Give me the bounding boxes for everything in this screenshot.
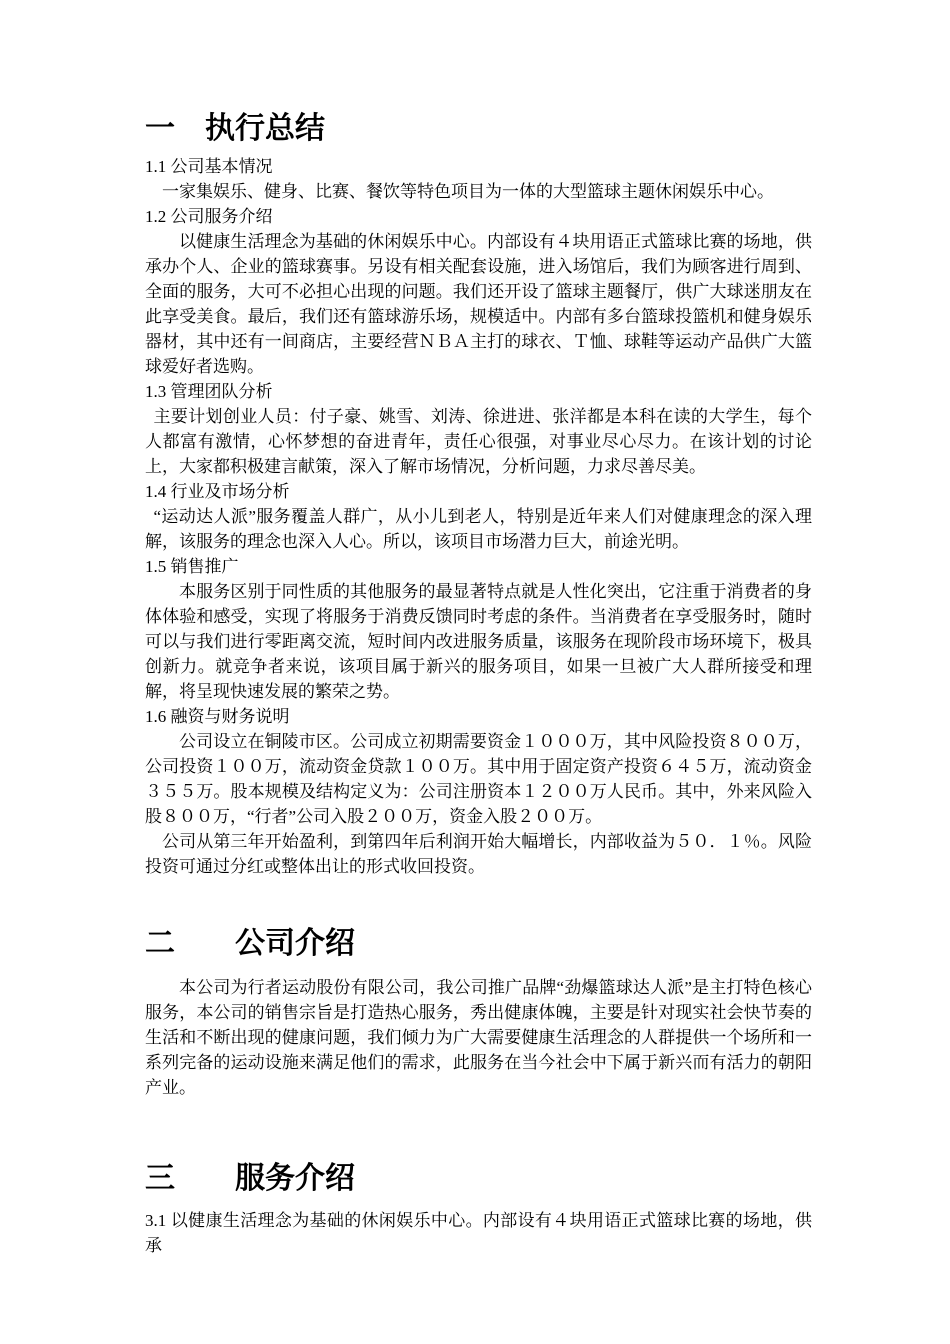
section-1-6-body: 公司设立在铜陵市区。公司成立初期需要资金１０００万，其中风险投资８００万，公司投资１００万，流动资金贷款１００万。其中用于固定资产投资６４５万，流动资金３５５万。股本规模及结构定义为：公司注册资本１２００万人民币。其中，外来风险入股８００万，“行者”公司入股２００万，资金入股２００万。 — [145, 732, 812, 826]
section-1-3-label: 1.3 管理团队分析 — [145, 382, 273, 401]
section-2-body: 本公司为行者运动股份有限公司，我公司推广品牌“劲爆篮球达人派”是主打特色核心服务，本公司的销售宗旨是打造热心服务，秀出健康体魄，主要是针对现实社会快节奏的生活和不断出现的健康问题，我们倾力为广大需要健康生活理念的人群提供一个场所和一系列完备的运动设施来满足他们的需求，此服务在当今社会中下属于新兴而有活力的朝阳产业。 — [145, 978, 812, 1097]
section-1-1-body: 一家集娱乐、健身、比赛、餐饮等特色项目为一体的大型篮球主题休闲娱乐中心。 — [162, 182, 774, 201]
section-1-3-body: 主要计划创业人员：付子豪、姚雪、刘涛、徐进进、张洋都是本科在读的大学生，每个人都富有激情，心怀梦想的奋进青年，责任心很强，对事业尽心尽力。在该计划的讨论上，大家都积极建言献策，深入了解市场情况，分析问题，力求尽善尽美。 — [145, 407, 812, 476]
section-1-5-body: 本服务区别于同性质的其他服务的最显著特点就是人性化突出，它注重于消费者的身体体验和感受，实现了将服务于消费反馈同时考虑的条件。当消费者在享受服务时，随时可以与我们进行零距离交流，短时间内改进服务质量，该服务在现阶段市场环境下，极具创新力。就竞争者来说，该项目属于新兴的服务项目，如果一旦被广大人群所接受和理解，将呈现快速发展的繁荣之势。 — [145, 582, 812, 701]
section-1-heading: 一 执行总结 — [145, 112, 325, 145]
section-1-6-label: 1.6 融资与财务说明 — [145, 707, 290, 726]
section-1-2-body: 以健康生活理念为基础的休闲娱乐中心。内部设有４块用语正式篮球比赛的场地，供承办个人、企业的篮球赛事。另设有相关配套设施，进入场馆后，我们为顾客进行周到、全面的服务，大可不必担心出现的问题。我们还开设了篮球主题餐厅，供广大球迷朋友在此享受美食。最后，我们还有篮球游乐场，规模适中。内部有多台篮球投篮机和健身娱乐器材，其中还有一间商店，主要经营ＮＢＡ主打的球衣、Ｔ恤、球鞋等运动产品供广大篮球爱好者选购。 — [145, 232, 812, 376]
section-1-4-body: “运动达人派”服务覆盖人群广，从小儿到老人，特别是近年来人们对健康理念的深入理解，该服务的理念也深入人心。所以，该项目市场潜力巨大，前途光明。 — [145, 507, 812, 551]
section-1-2-label: 1.2 公司服务介绍 — [145, 207, 273, 226]
section-1-6-body2: 公司从第三年开始盈利，到第四年后利润开始大幅增长，内部收益为５０．１％。风险投资可通过分红或整体出让的形式收回投资。 — [145, 832, 812, 876]
section-1-5-label: 1.5 销售推广 — [145, 557, 239, 576]
section-1-1-label: 1.1 公司基本情况 — [145, 157, 273, 176]
section-1-4-label: 1.4 行业及市场分析 — [145, 482, 290, 501]
section-3-heading: 三 服务介绍 — [145, 1162, 355, 1195]
section-3-body: 3.1 以健康生活理念为基础的休闲娱乐中心。内部设有４块用语正式篮球比赛的场地，供承 — [145, 1211, 812, 1255]
section-2-heading: 二 公司介绍 — [145, 927, 355, 960]
